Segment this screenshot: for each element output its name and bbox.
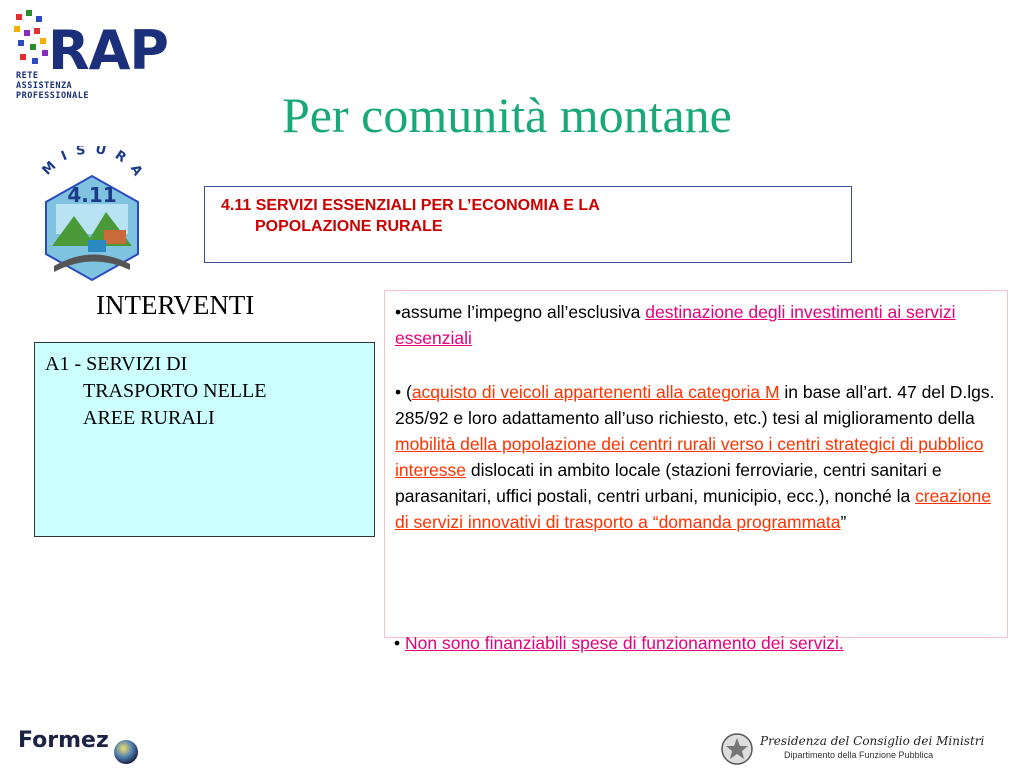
a1-line3: AREE RURALI: [83, 407, 215, 429]
interventi-label: INTERVENTI: [96, 290, 255, 320]
bullet-3-link[interactable]: Non sono finanziabili spese di funzionamento dei servizi.: [405, 633, 844, 653]
emblem-icon: [720, 732, 754, 766]
rap-logo: [12, 8, 168, 108]
a1-line1: A1 - SERVIZI DI: [45, 353, 188, 375]
bullet-2-link-vehicles[interactable]: acquisto di veicoli appartenenti alla categoria M: [411, 382, 780, 402]
bullet-2-text1: in base all’art. 47 del D.lgs. 285/92 e loro adattamento all’uso richiesto, etc.) tesi al miglioramento della: [395, 382, 995, 428]
globe-icon: [112, 738, 140, 766]
bullet-1-link[interactable]: destinazione degli investimenti ai servizi essenziali: [395, 302, 956, 348]
bullet-2-link-mobility[interactable]: mobilità della popolazione dei centri rurali verso i centri strategici di pubblico interesse: [395, 434, 984, 480]
a1-line2: TRASPORTO NELLE: [83, 380, 267, 402]
measure-heading-box: [204, 186, 852, 263]
bullet-2-link-services[interactable]: creazione di servizi innovativi di trasporto a “domanda programmata: [395, 486, 991, 532]
presidenza-logo: [720, 730, 985, 766]
bullet-2: [395, 379, 995, 535]
misura-badge: [34, 146, 150, 282]
intervention-a1-box: [34, 342, 375, 537]
badge-number: 4.11: [67, 183, 117, 207]
badge-arc-text: MISURA: [39, 146, 150, 187]
bullet-2-close: ”: [840, 512, 847, 532]
bullet-2-text2: dislocati in ambito locale (stazioni ferroviarie, centri sanitari e parasanitari, uffici postali, centri urbani, municipio, ecc.), nonché la: [395, 460, 942, 506]
presidenza-line2: Dipartimento della Funzione Pubblica: [784, 750, 934, 760]
formez-logo: [14, 724, 144, 766]
rap-logo-line2: ASSISTENZA: [16, 81, 73, 91]
intervention-a1-text: [45, 351, 365, 432]
conditions-text: [395, 299, 995, 535]
rap-logo-word: RAP: [48, 19, 168, 82]
rap-logo-line1: RETE: [16, 71, 39, 81]
conditions-box: [384, 290, 1008, 638]
measure-heading: [221, 195, 821, 237]
bullet-1-text: •assume l’impegno all’esclusiva: [395, 302, 646, 322]
bullet-3-text: •: [394, 633, 405, 653]
rap-logo-line3: PROFESSIONALE: [16, 91, 90, 101]
bullet-2-open: • (: [395, 382, 412, 402]
bullet-1: [395, 299, 995, 351]
formez-logo-word: Formez: [18, 728, 109, 753]
presidenza-line1: Presidenza del Consiglio dei Ministri: [760, 734, 985, 748]
bullet-3: [394, 630, 844, 656]
page-title: Per comunità montane: [282, 87, 732, 143]
measure-heading-line1: 4.11 SERVIZI ESSENZIALI PER L’ECONOMIA E LA: [221, 197, 600, 214]
measure-heading-line2: POPOLAZIONE RURALE: [255, 218, 443, 235]
